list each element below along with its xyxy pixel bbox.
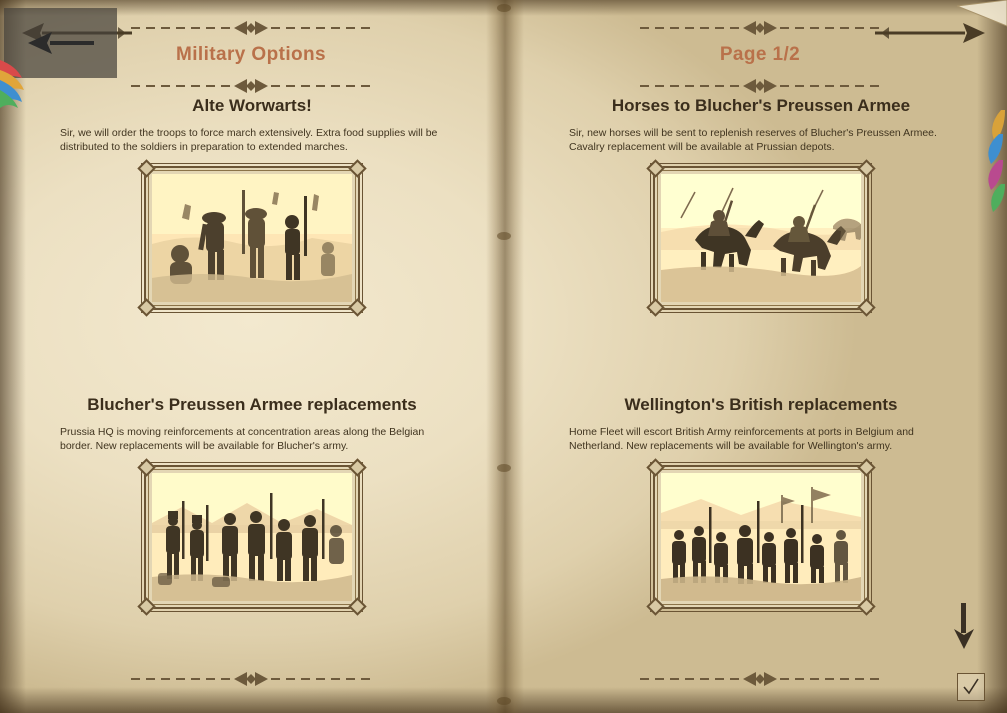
option-image-frame [653, 166, 869, 310]
ornament-divider [640, 78, 880, 94]
back-arrow-icon [26, 30, 96, 56]
option-entry[interactable] [52, 395, 452, 609]
spine-notch [497, 464, 511, 472]
right-page [515, 0, 1005, 713]
ornament-divider [131, 78, 371, 94]
option-description: Sir, new horses will be sent to replenish reserves of Blucher's Preussen Armee. Cavalry replacement will be available at Prussian depots. [569, 127, 937, 154]
spine-notch [497, 4, 511, 12]
back-button[interactable] [4, 8, 117, 78]
option-entry[interactable] [52, 96, 452, 310]
option-description: Sir, we will order the troops to force march extensively. Extra food supplies will be distributed to the soldiers in preparation to extended marches. [60, 127, 438, 154]
option-title: Wellington's British replacements [624, 395, 898, 414]
option-title: Blucher's Preussen Armee replacements [87, 395, 417, 414]
page-title-left: Military Options [176, 44, 326, 65]
option-image-frame [144, 465, 360, 609]
ornament-divider [131, 671, 371, 687]
checkmark-icon [962, 678, 980, 696]
confirm-button[interactable] [957, 673, 985, 701]
prussian-troops-illustration [152, 473, 352, 601]
option-title: Horses to Blucher's Preussen Armee [611, 96, 911, 115]
option-entry[interactable] [561, 96, 961, 310]
ornament-divider [640, 20, 880, 36]
cavalry-charge-illustration [661, 174, 861, 302]
british-landing-illustration [661, 473, 861, 601]
page-indicator: Page 1/2 [719, 44, 801, 65]
option-description: Home Fleet will escort British Army reinforcements at ports in Belgium and Netherland. New replacements will be available for Wellington's army. [569, 426, 914, 453]
option-entry[interactable] [561, 395, 961, 609]
spine-notch [497, 697, 511, 705]
option-description: Prussia HQ is moving reinforcements at concentration areas along the Belgian border. New replacements will be available for Blucher's army. [60, 426, 425, 453]
spine-notch [497, 232, 511, 240]
infantry-officers-illustration [152, 174, 352, 302]
scroll-down-button[interactable] [951, 603, 977, 651]
ornament-divider [131, 20, 371, 36]
option-image-frame [144, 166, 360, 310]
option-image-frame [653, 465, 869, 609]
ornament-divider [640, 671, 880, 687]
down-arrow-icon [951, 603, 977, 651]
left-page [6, 0, 496, 713]
option-title: Alte Worwarts! [192, 96, 312, 115]
